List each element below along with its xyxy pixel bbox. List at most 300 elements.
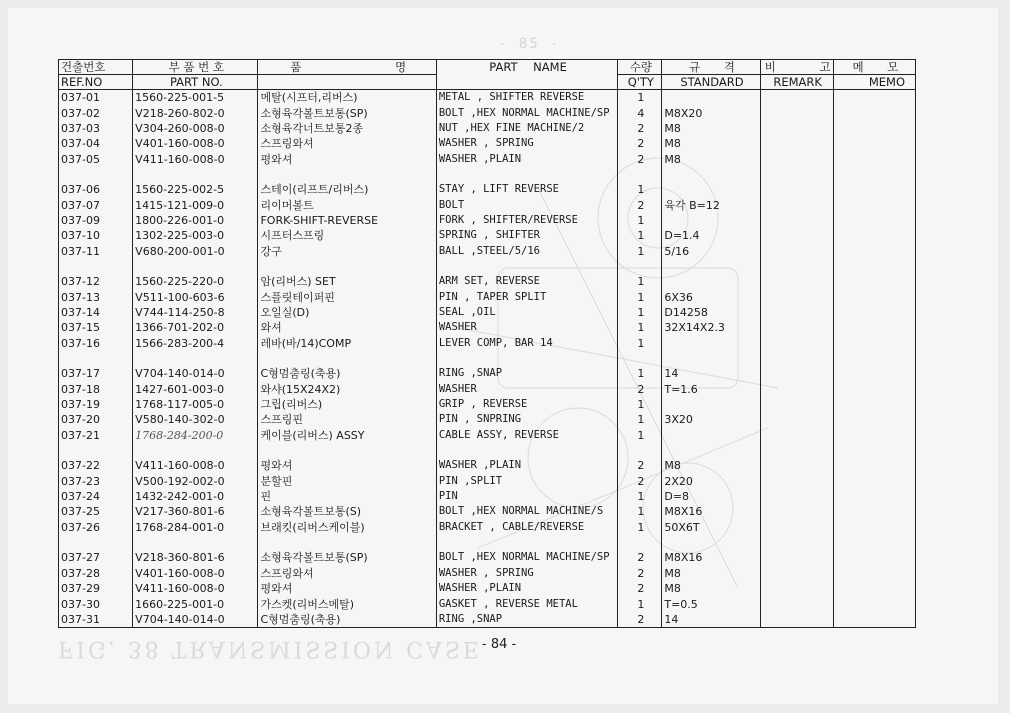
part-no-cell: [133, 167, 258, 182]
ref-no-cell: 037-12: [59, 274, 133, 289]
memo-cell: [833, 366, 915, 381]
part-name-cell: [436, 443, 617, 458]
table-row: [59, 243, 916, 258]
quantity-cell: 1: [618, 228, 662, 243]
ref-no-cell: 037-28: [59, 566, 133, 581]
part-no-cell: 1566-283-200-4: [133, 336, 258, 351]
korean-name-cell: 레바(바/14)COMP: [258, 336, 436, 351]
part-no-cell: V218-260-802-0: [133, 105, 258, 120]
remark-cell: [760, 412, 833, 427]
part-name-cell: BOLT ,HEX NORMAL MACHINE/SP: [436, 105, 617, 120]
table-row: [59, 612, 916, 628]
memo-cell: [833, 259, 915, 274]
standard-cell: M8X20: [662, 105, 760, 120]
header-ref-ko: 건출번호: [59, 60, 133, 75]
part-name-cell: FORK , SHIFTER/REVERSE: [436, 213, 617, 228]
remark-cell: [760, 428, 833, 443]
memo-cell: [833, 197, 915, 212]
part-no-cell: V680-200-001-0: [133, 243, 258, 258]
standard-cell: M8: [662, 136, 760, 151]
korean-name-cell: 케이블(리버스) ASSY: [258, 428, 436, 443]
memo-cell: [833, 504, 915, 519]
korean-name-cell: 암(리버스) SET: [258, 274, 436, 289]
header-memo-ko: 메 모: [833, 60, 915, 75]
korean-name-cell: 리이머볼트: [258, 197, 436, 212]
memo-cell: [833, 274, 915, 289]
memo-cell: [833, 382, 915, 397]
korean-name-cell: [258, 535, 436, 550]
ref-no-cell: [59, 535, 133, 550]
quantity-cell: 2: [618, 612, 662, 628]
remark-cell: [760, 474, 833, 489]
standard-cell: [662, 351, 760, 366]
quantity-cell: 1: [618, 489, 662, 504]
remark-cell: [760, 167, 833, 182]
remark-cell: [760, 151, 833, 166]
standard-cell: 2X20: [662, 474, 760, 489]
korean-name-cell: 강구: [258, 243, 436, 258]
remark-cell: [760, 366, 833, 381]
quantity-cell: 1: [618, 213, 662, 228]
table-row: [59, 489, 916, 504]
quantity-cell: [618, 167, 662, 182]
remark-cell: [760, 382, 833, 397]
memo-cell: [833, 520, 915, 535]
quantity-cell: 1: [618, 305, 662, 320]
part-name-cell: WASHER ,PLAIN: [436, 151, 617, 166]
part-name-cell: GASKET , REVERSE METAL: [436, 596, 617, 611]
remark-cell: [760, 136, 833, 151]
remark-cell: [760, 259, 833, 274]
table-row: [59, 289, 916, 304]
memo-cell: [833, 550, 915, 565]
header-part-ko: 부 품 번 호: [133, 60, 258, 75]
memo-cell: [833, 612, 915, 628]
part-name-cell: WASHER ,PLAIN: [436, 581, 617, 596]
memo-cell: [833, 305, 915, 320]
part-no-cell: V218-360-801-6: [133, 550, 258, 565]
ref-no-cell: 037-18: [59, 382, 133, 397]
memo-cell: [833, 474, 915, 489]
part-no-cell: 1560-225-001-5: [133, 90, 258, 106]
ref-no-cell: 037-14: [59, 305, 133, 320]
remark-cell: [760, 581, 833, 596]
korean-name-cell: 스프링와셔: [258, 136, 436, 151]
part-no-cell: [133, 535, 258, 550]
ref-no-cell: 037-09: [59, 213, 133, 228]
standard-cell: [662, 274, 760, 289]
korean-name-cell: 시프터스프링: [258, 228, 436, 243]
ref-no-cell: [59, 259, 133, 274]
quantity-cell: 1: [618, 320, 662, 335]
memo-cell: [833, 458, 915, 473]
ref-no-cell: [59, 443, 133, 458]
ref-no-cell: 037-04: [59, 136, 133, 151]
standard-cell: [662, 428, 760, 443]
memo-cell: [833, 105, 915, 120]
table-row: [59, 458, 916, 473]
remark-cell: [760, 612, 833, 628]
parts-list-body: [59, 90, 916, 628]
table-row: [59, 336, 916, 351]
memo-cell: [833, 336, 915, 351]
quantity-cell: [618, 351, 662, 366]
ref-no-cell: 037-25: [59, 504, 133, 519]
remark-cell: [760, 213, 833, 228]
part-no-cell: V500-192-002-0: [133, 474, 258, 489]
korean-name-cell: 평와셔: [258, 581, 436, 596]
part-no-cell: 1427-601-003-0: [133, 382, 258, 397]
standard-cell: [662, 535, 760, 550]
part-name-cell: PIN ,SPLIT: [436, 474, 617, 489]
ref-no-cell: 037-29: [59, 581, 133, 596]
memo-cell: [833, 428, 915, 443]
remark-cell: [760, 289, 833, 304]
standard-cell: M8: [662, 581, 760, 596]
memo-cell: [833, 443, 915, 458]
part-no-cell: 1560-225-002-5: [133, 182, 258, 197]
table-row: [59, 412, 916, 427]
part-name-cell: SEAL ,OIL: [436, 305, 617, 320]
part-no-cell: V580-140-302-0: [133, 412, 258, 427]
korean-name-cell: [258, 351, 436, 366]
header-remark-ko: 비 고: [760, 60, 833, 75]
ref-no-cell: 037-26: [59, 520, 133, 535]
korean-name-cell: 소형육각볼트보통(SP): [258, 105, 436, 120]
part-no-cell: 1660-225-001-0: [133, 596, 258, 611]
remark-cell: [760, 274, 833, 289]
standard-cell: 3X20: [662, 412, 760, 427]
header-ref-en: REF.NO: [59, 75, 133, 90]
quantity-cell: 2: [618, 382, 662, 397]
korean-name-cell: 오일실(D): [258, 305, 436, 320]
memo-cell: [833, 167, 915, 182]
part-name-cell: NUT ,HEX FINE MACHINE/2: [436, 121, 617, 136]
memo-cell: [833, 136, 915, 151]
ref-no-cell: 037-07: [59, 197, 133, 212]
quantity-cell: 1: [618, 412, 662, 427]
ref-no-cell: 037-22: [59, 458, 133, 473]
memo-cell: [833, 182, 915, 197]
ref-no-cell: 037-05: [59, 151, 133, 166]
table-row: [59, 366, 916, 381]
table-row: [59, 105, 916, 120]
ref-no-cell: 037-17: [59, 366, 133, 381]
table-row: [59, 566, 916, 581]
korean-name-cell: 분할핀: [258, 474, 436, 489]
memo-cell: [833, 351, 915, 366]
quantity-cell: 1: [618, 336, 662, 351]
ref-no-cell: [59, 351, 133, 366]
remark-cell: [760, 121, 833, 136]
ref-no-cell: 037-19: [59, 397, 133, 412]
standard-cell: [662, 259, 760, 274]
table-row: [59, 151, 916, 166]
table-row: [59, 351, 916, 366]
part-no-cell: V411-160-008-0: [133, 581, 258, 596]
part-name-cell: PIN , SNPRING: [436, 412, 617, 427]
quantity-cell: [618, 259, 662, 274]
memo-cell: [833, 151, 915, 166]
quantity-cell: 2: [618, 121, 662, 136]
standard-cell: 32X14X2.3: [662, 320, 760, 335]
korean-name-cell: [258, 259, 436, 274]
remark-cell: [760, 397, 833, 412]
part-name-cell: WASHER: [436, 382, 617, 397]
standard-cell: M8: [662, 458, 760, 473]
quantity-cell: [618, 443, 662, 458]
standard-cell: [662, 443, 760, 458]
memo-cell: [833, 320, 915, 335]
part-no-cell: V411-160-008-0: [133, 458, 258, 473]
part-name-cell: SPRING , SHIFTER: [436, 228, 617, 243]
part-no-cell: 1800-226-001-0: [133, 213, 258, 228]
part-no-cell: [133, 351, 258, 366]
korean-name-cell: 소형육각볼트보통(S): [258, 504, 436, 519]
remark-cell: [760, 351, 833, 366]
ref-no-cell: 037-27: [59, 550, 133, 565]
ref-no-cell: 037-24: [59, 489, 133, 504]
standard-cell: 50X6T: [662, 520, 760, 535]
part-no-cell: V217-360-801-6: [133, 504, 258, 519]
table-row: [59, 504, 916, 519]
quantity-cell: 1: [618, 520, 662, 535]
table-row: [59, 228, 916, 243]
remark-cell: [760, 320, 833, 335]
ref-no-cell: 037-30: [59, 596, 133, 611]
part-name-cell: WASHER , SPRING: [436, 136, 617, 151]
header-name-en: [258, 75, 436, 90]
part-name-cell: ARM SET, REVERSE: [436, 274, 617, 289]
standard-cell: [662, 213, 760, 228]
quantity-cell: 1: [618, 274, 662, 289]
part-no-cell: V304-260-008-0: [133, 121, 258, 136]
quantity-cell: 2: [618, 474, 662, 489]
korean-name-cell: [258, 443, 436, 458]
part-name-cell: BOLT ,HEX NORMAL MACHINE/SP: [436, 550, 617, 565]
part-name-cell: [436, 259, 617, 274]
part-name-cell: GRIP , REVERSE: [436, 397, 617, 412]
part-name-cell: BALL ,STEEL/5/16: [436, 243, 617, 258]
quantity-cell: 2: [618, 458, 662, 473]
remark-cell: [760, 504, 833, 519]
memo-cell: [833, 289, 915, 304]
table-row: [59, 121, 916, 136]
memo-cell: [833, 243, 915, 258]
remark-cell: [760, 443, 833, 458]
page-number: - 84 -: [482, 637, 517, 652]
korean-name-cell: 와샤(15X24X2): [258, 382, 436, 397]
ref-no-cell: 037-13: [59, 289, 133, 304]
part-name-cell: STAY , LIFT REVERSE: [436, 182, 617, 197]
header-part-en: PART NO.: [133, 75, 258, 90]
table-row: [59, 581, 916, 596]
quantity-cell: 1: [618, 504, 662, 519]
table-row: [59, 182, 916, 197]
korean-name-cell: C형멈춤링(축용): [258, 612, 436, 628]
bleed-through-page-number: - 85 -: [498, 36, 561, 52]
header-memo-en: MEMO: [833, 75, 915, 90]
standard-cell: 육각 B=12: [662, 197, 760, 212]
standard-cell: M8: [662, 121, 760, 136]
memo-cell: [833, 535, 915, 550]
part-name-cell: [436, 167, 617, 182]
korean-name-cell: 스프링핀: [258, 412, 436, 427]
table-row: [59, 474, 916, 489]
table-row: [59, 274, 916, 289]
standard-cell: 14: [662, 366, 760, 381]
part-name-cell: PIN , TAPER SPLIT: [436, 289, 617, 304]
standard-cell: M8: [662, 151, 760, 166]
part-no-cell: 1768-284-001-0: [133, 520, 258, 535]
standard-cell: M8X16: [662, 504, 760, 519]
header-row-korean: [59, 60, 916, 75]
korean-name-cell: 가스켓(리버스메탈): [258, 596, 436, 611]
ref-no-cell: 037-23: [59, 474, 133, 489]
part-no-cell: V704-140-014-0: [133, 612, 258, 628]
quantity-cell: 2: [618, 566, 662, 581]
korean-name-cell: 평와셔: [258, 151, 436, 166]
ref-no-cell: 037-31: [59, 612, 133, 628]
header-name-ko: 품 명: [258, 60, 436, 75]
korean-name-cell: C형멈춤링(축용): [258, 366, 436, 381]
quantity-cell: 2: [618, 136, 662, 151]
quantity-cell: 1: [618, 397, 662, 412]
parts-list-table: [58, 59, 916, 628]
part-name-cell: LEVER COMP, BAR 14: [436, 336, 617, 351]
standard-cell: 6X36: [662, 289, 760, 304]
quantity-cell: 1: [618, 428, 662, 443]
remark-cell: [760, 596, 833, 611]
part-no-cell: V744-114-250-8: [133, 305, 258, 320]
remark-cell: [760, 550, 833, 565]
ref-no-cell: [59, 167, 133, 182]
ref-no-cell: 037-15: [59, 320, 133, 335]
part-name-cell: [436, 535, 617, 550]
header-part-name: PART NAME: [436, 60, 617, 90]
header-qty-ko: 수량: [618, 60, 662, 75]
remark-cell: [760, 197, 833, 212]
remark-cell: [760, 489, 833, 504]
quantity-cell: 2: [618, 581, 662, 596]
korean-name-cell: 평와셔: [258, 458, 436, 473]
ref-no-cell: 037-11: [59, 243, 133, 258]
table-row: [59, 259, 916, 274]
memo-cell: [833, 412, 915, 427]
part-no-cell: V704-140-014-0: [133, 366, 258, 381]
korean-name-cell: 브래킷(리버스케이블): [258, 520, 436, 535]
part-name-cell: PIN: [436, 489, 617, 504]
korean-name-cell: FORK-SHIFT-REVERSE: [258, 213, 436, 228]
part-name-cell: WASHER: [436, 320, 617, 335]
part-name-cell: BRACKET , CABLE/REVERSE: [436, 520, 617, 535]
quantity-cell: 1: [618, 366, 662, 381]
standard-cell: M8X16: [662, 550, 760, 565]
memo-cell: [833, 596, 915, 611]
part-no-cell: V511-100-603-6: [133, 289, 258, 304]
korean-name-cell: 메탈(시프터,리버스): [258, 90, 436, 106]
part-no-cell: 1432-242-001-0: [133, 489, 258, 504]
memo-cell: [833, 213, 915, 228]
quantity-cell: 1: [618, 243, 662, 258]
remark-cell: [760, 520, 833, 535]
part-name-cell: BOLT ,HEX NORMAL MACHINE/S: [436, 504, 617, 519]
memo-cell: [833, 121, 915, 136]
table-row: [59, 550, 916, 565]
part-no-cell: V401-160-008-0: [133, 566, 258, 581]
table-row: [59, 535, 916, 550]
part-name-cell: CABLE ASSY, REVERSE: [436, 428, 617, 443]
header-std-ko: 규 격: [662, 60, 760, 75]
quantity-cell: 1: [618, 289, 662, 304]
memo-cell: [833, 397, 915, 412]
ref-no-cell: 037-10: [59, 228, 133, 243]
table-row: [59, 520, 916, 535]
memo-cell: [833, 581, 915, 596]
part-no-cell: [133, 443, 258, 458]
header-remark-en: REMARK: [760, 75, 833, 90]
table-row: [59, 397, 916, 412]
korean-name-cell: 소형육각볼트보통(SP): [258, 550, 436, 565]
part-name-cell: WASHER , SPRING: [436, 566, 617, 581]
standard-cell: [662, 182, 760, 197]
standard-cell: D14258: [662, 305, 760, 320]
standard-cell: 5/16: [662, 243, 760, 258]
bleed-through-caption: FIG. 38 TRANSMISSION CASE: [58, 636, 482, 661]
table-row: [59, 136, 916, 151]
part-no-cell: 1768-117-005-0: [133, 397, 258, 412]
standard-cell: 14: [662, 612, 760, 628]
remark-cell: [760, 105, 833, 120]
header-qty-en: Q'TY: [618, 75, 662, 90]
remark-cell: [760, 535, 833, 550]
korean-name-cell: [258, 167, 436, 182]
part-name-cell: RING ,SNAP: [436, 612, 617, 628]
korean-name-cell: 와셔: [258, 320, 436, 335]
header-std-en: STANDARD: [662, 75, 760, 90]
korean-name-cell: 스프링와셔: [258, 566, 436, 581]
standard-cell: [662, 397, 760, 412]
memo-cell: [833, 228, 915, 243]
korean-name-cell: 스테이(리프트/리버스): [258, 182, 436, 197]
part-no-cell: [133, 259, 258, 274]
part-no-cell: 1560-225-220-0: [133, 274, 258, 289]
standard-cell: D=8: [662, 489, 760, 504]
part-no-cell: 1302-225-003-0: [133, 228, 258, 243]
remark-cell: [760, 305, 833, 320]
remark-cell: [760, 243, 833, 258]
table-row: [59, 197, 916, 212]
korean-name-cell: 그립(리버스): [258, 397, 436, 412]
standard-cell: T=1.6: [662, 382, 760, 397]
ref-no-cell: 037-21: [59, 428, 133, 443]
quantity-cell: 1: [618, 182, 662, 197]
part-no-cell: V411-160-008-0: [133, 151, 258, 166]
ref-no-cell: 037-02: [59, 105, 133, 120]
part-name-cell: [436, 351, 617, 366]
part-no-cell: 1768-284-200-0: [133, 428, 258, 443]
part-name-cell: BOLT: [436, 197, 617, 212]
korean-name-cell: 핀: [258, 489, 436, 504]
quantity-cell: [618, 535, 662, 550]
standard-cell: M8: [662, 566, 760, 581]
part-name-cell: WASHER ,PLAIN: [436, 458, 617, 473]
ref-no-cell: 037-01: [59, 90, 133, 106]
table-row: [59, 443, 916, 458]
table-row: [59, 167, 916, 182]
table-row: [59, 382, 916, 397]
remark-cell: [760, 90, 833, 106]
